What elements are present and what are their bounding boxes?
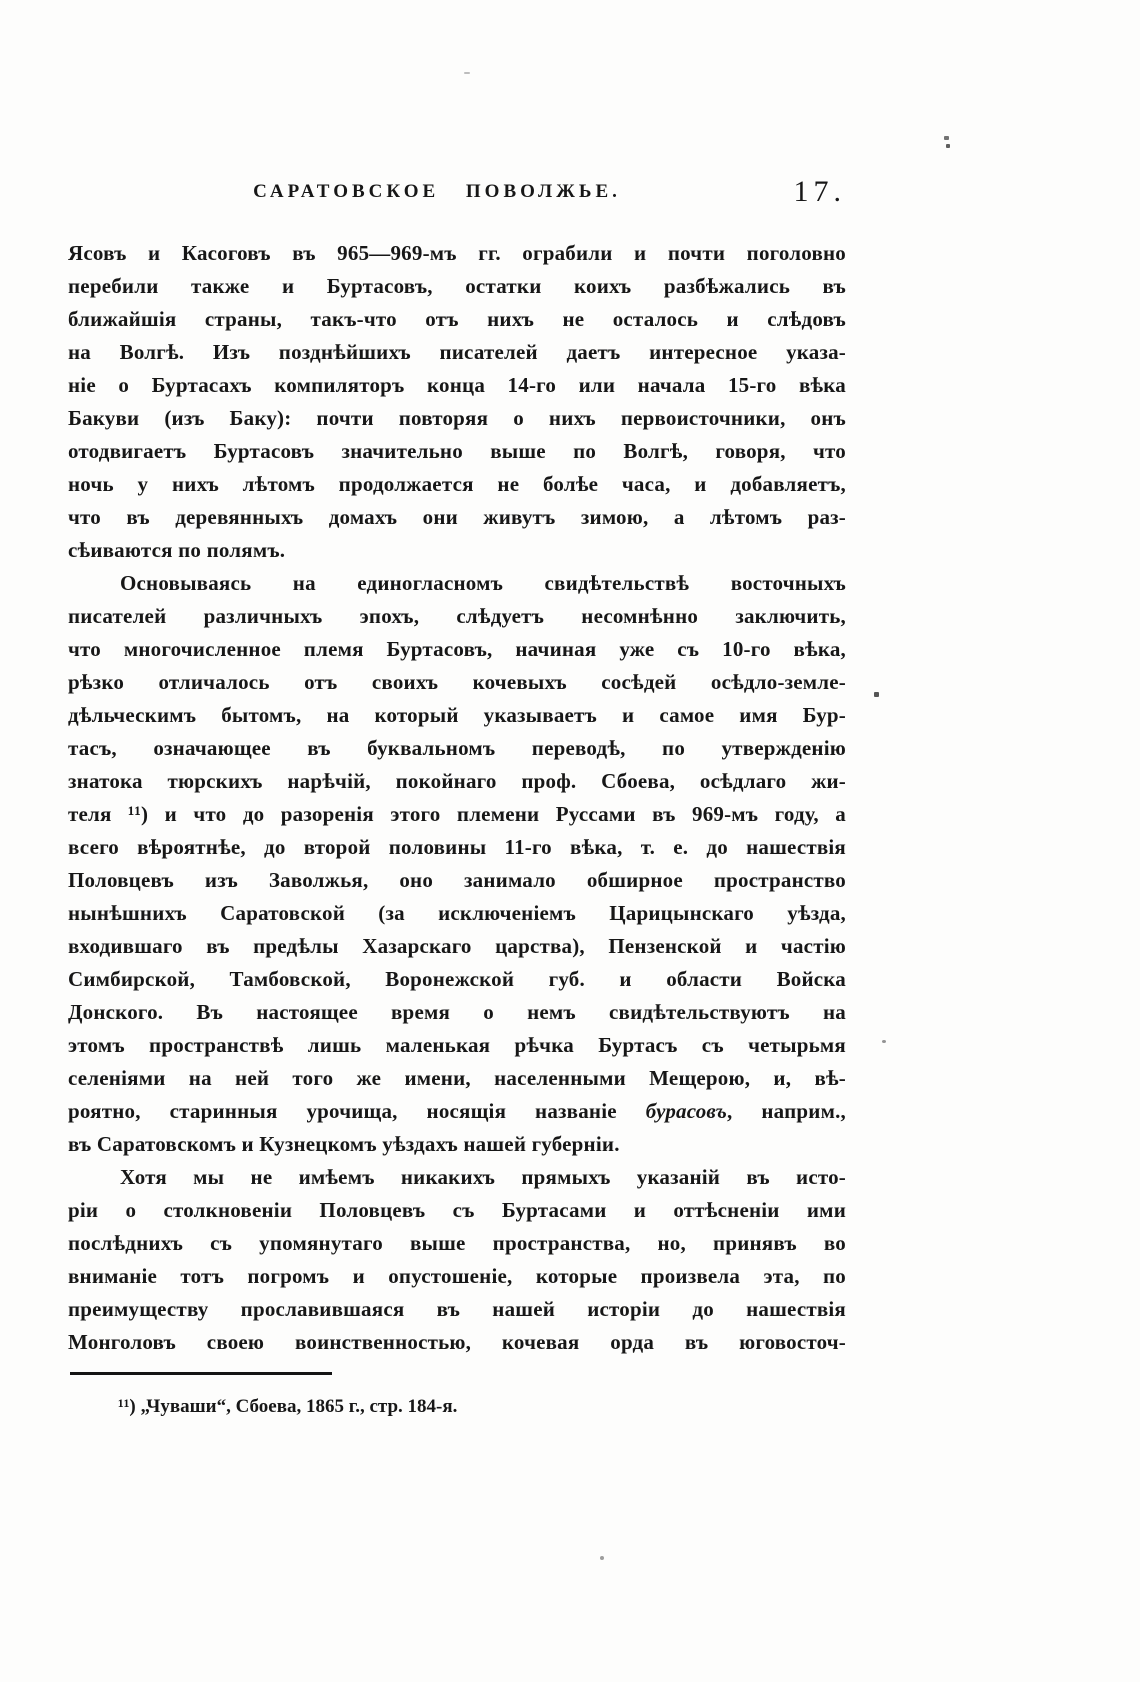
text-line: Основываясь на единогласномъ свидѣтельствѣ восточныхъ (120, 571, 846, 595)
scan-artifact (944, 136, 949, 140)
text-line: теля ¹¹) и что до разоренія этого племени Руссами въ 969-мъ году, а (68, 802, 846, 826)
text-line: знатока тюрскихъ нарѣчій, покойнаго проф. Сбоева, осѣдлаго жи- (68, 769, 846, 793)
text-line: ближайшія страны, такъ-что отъ нихъ не осталось и слѣдовъ (68, 307, 846, 331)
text-line: этомъ пространствѣ лишь маленькая рѣчка Буртасъ съ четырьмя (68, 1033, 846, 1057)
text-line: преимуществу прославившаяся въ нашей исторіи до нашествія (68, 1297, 846, 1321)
scan-artifact (874, 692, 879, 697)
text-line: Монголовъ своею воинственностью, кочевая орда въ юговосточ- (68, 1330, 846, 1354)
text-line: ночь у нихъ лѣтомъ продолжается не болѣе часа, и добавляетъ, (68, 472, 846, 496)
text-line: тасъ, означающее въ буквальномъ переводѣ, по утвержденію (68, 736, 846, 760)
page-number: 17. (793, 175, 846, 208)
text-line: Донского. Въ настоящее время о немъ свидѣтельствуютъ на (68, 1000, 846, 1024)
text-line: писателей различныхъ эпохъ, слѣдуетъ несомнѣнно заключить, (68, 604, 846, 628)
text-line: что многочисленное племя Буртасовъ, начиная уже съ 10-го вѣка, (68, 637, 846, 661)
paragraph (68, 237, 846, 567)
text-line: всего вѣроятнѣе, до второй половины 11-го вѣка, т. е. до нашествія (68, 835, 846, 859)
scan-artifact (882, 1040, 886, 1043)
text-line: дѣльческимъ бытомъ, на который указываетъ и самое имя Бур- (68, 703, 846, 727)
text-line: отодвигаетъ Буртасовъ значительно выше по Волгѣ, говоря, что (68, 439, 846, 463)
text-line: на Волгѣ. Изъ позднѣйшихъ писателей даетъ интересное указа- (68, 340, 846, 364)
running-title: САРАТОВСКОЕ ПОВОЛЖЬЕ. (253, 181, 621, 202)
text-line: перебили также и Буртасовъ, остатки коихъ разбѣжались въ (68, 274, 846, 298)
footnote-text: ¹¹) „Чуваши“, Сбоева, 1865 г., стр. 184-я. (118, 1396, 458, 1417)
text-line: Бакуви (изъ Баку): почти повторяя о нихъ первоисточники, онъ (68, 406, 846, 430)
paragraph (68, 567, 846, 1161)
text-line: роятно, старинныя урочища, носящія названіе бурасовъ, наприм., (68, 1099, 846, 1123)
text-line: сѣиваются по полямъ. (68, 538, 286, 562)
text-line: вниманіе тотъ погромъ и опустошеніе, которые произвела эта, по (68, 1264, 846, 1288)
text-line: селеніями на ней того же имени, населенными Мещерою, и, вѣ- (68, 1066, 846, 1090)
scan-artifact (946, 144, 950, 148)
text-line: Половцевъ изъ Заволжья, оно занимало обширное пространство (68, 868, 846, 892)
text-line: что въ деревянныхъ домахъ они живутъ зимою, а лѣтомъ раз- (68, 505, 846, 529)
text-line: нынѣшнихъ Саратовской (за исключеніемъ Царицынскаго уѣзда, (68, 901, 846, 925)
text-line: рѣзко отличалось отъ своихъ кочевыхъ сосѣдей осѣдло-земле- (68, 670, 846, 694)
scan-artifact (600, 1556, 604, 1560)
text-line: входившаго въ предѣлы Хазарскаго царства), Пензенской и частію (68, 934, 846, 958)
text-line: Симбирской, Тамбовской, Воронежской губ. и области Войска (68, 967, 846, 991)
paragraph (68, 1161, 846, 1359)
text-line: въ Саратовскомъ и Кузнецкомъ уѣздахъ нашей губерніи. (68, 1132, 620, 1156)
text-line: послѣднихъ съ упомянутаго выше пространства, но, принявъ во (68, 1231, 846, 1255)
text-line: Ясовъ и Касоговъ въ 965—969-мъ гг. ограбили и почти поголовно (68, 241, 846, 265)
scan-artifact (464, 72, 470, 74)
body-text (68, 237, 846, 1359)
running-head (68, 175, 846, 221)
text-line: Хотя мы не имѣемъ никакихъ прямыхъ указаній въ исто- (120, 1165, 846, 1189)
footnote-rule (70, 1372, 332, 1375)
text-line: ніе о Буртасахъ компиляторъ конца 14-го или начала 15-го вѣка (68, 373, 846, 397)
text-line: ріи о столкновеніи Половцевъ съ Буртасами и оттѣсненіи ими (68, 1198, 846, 1222)
